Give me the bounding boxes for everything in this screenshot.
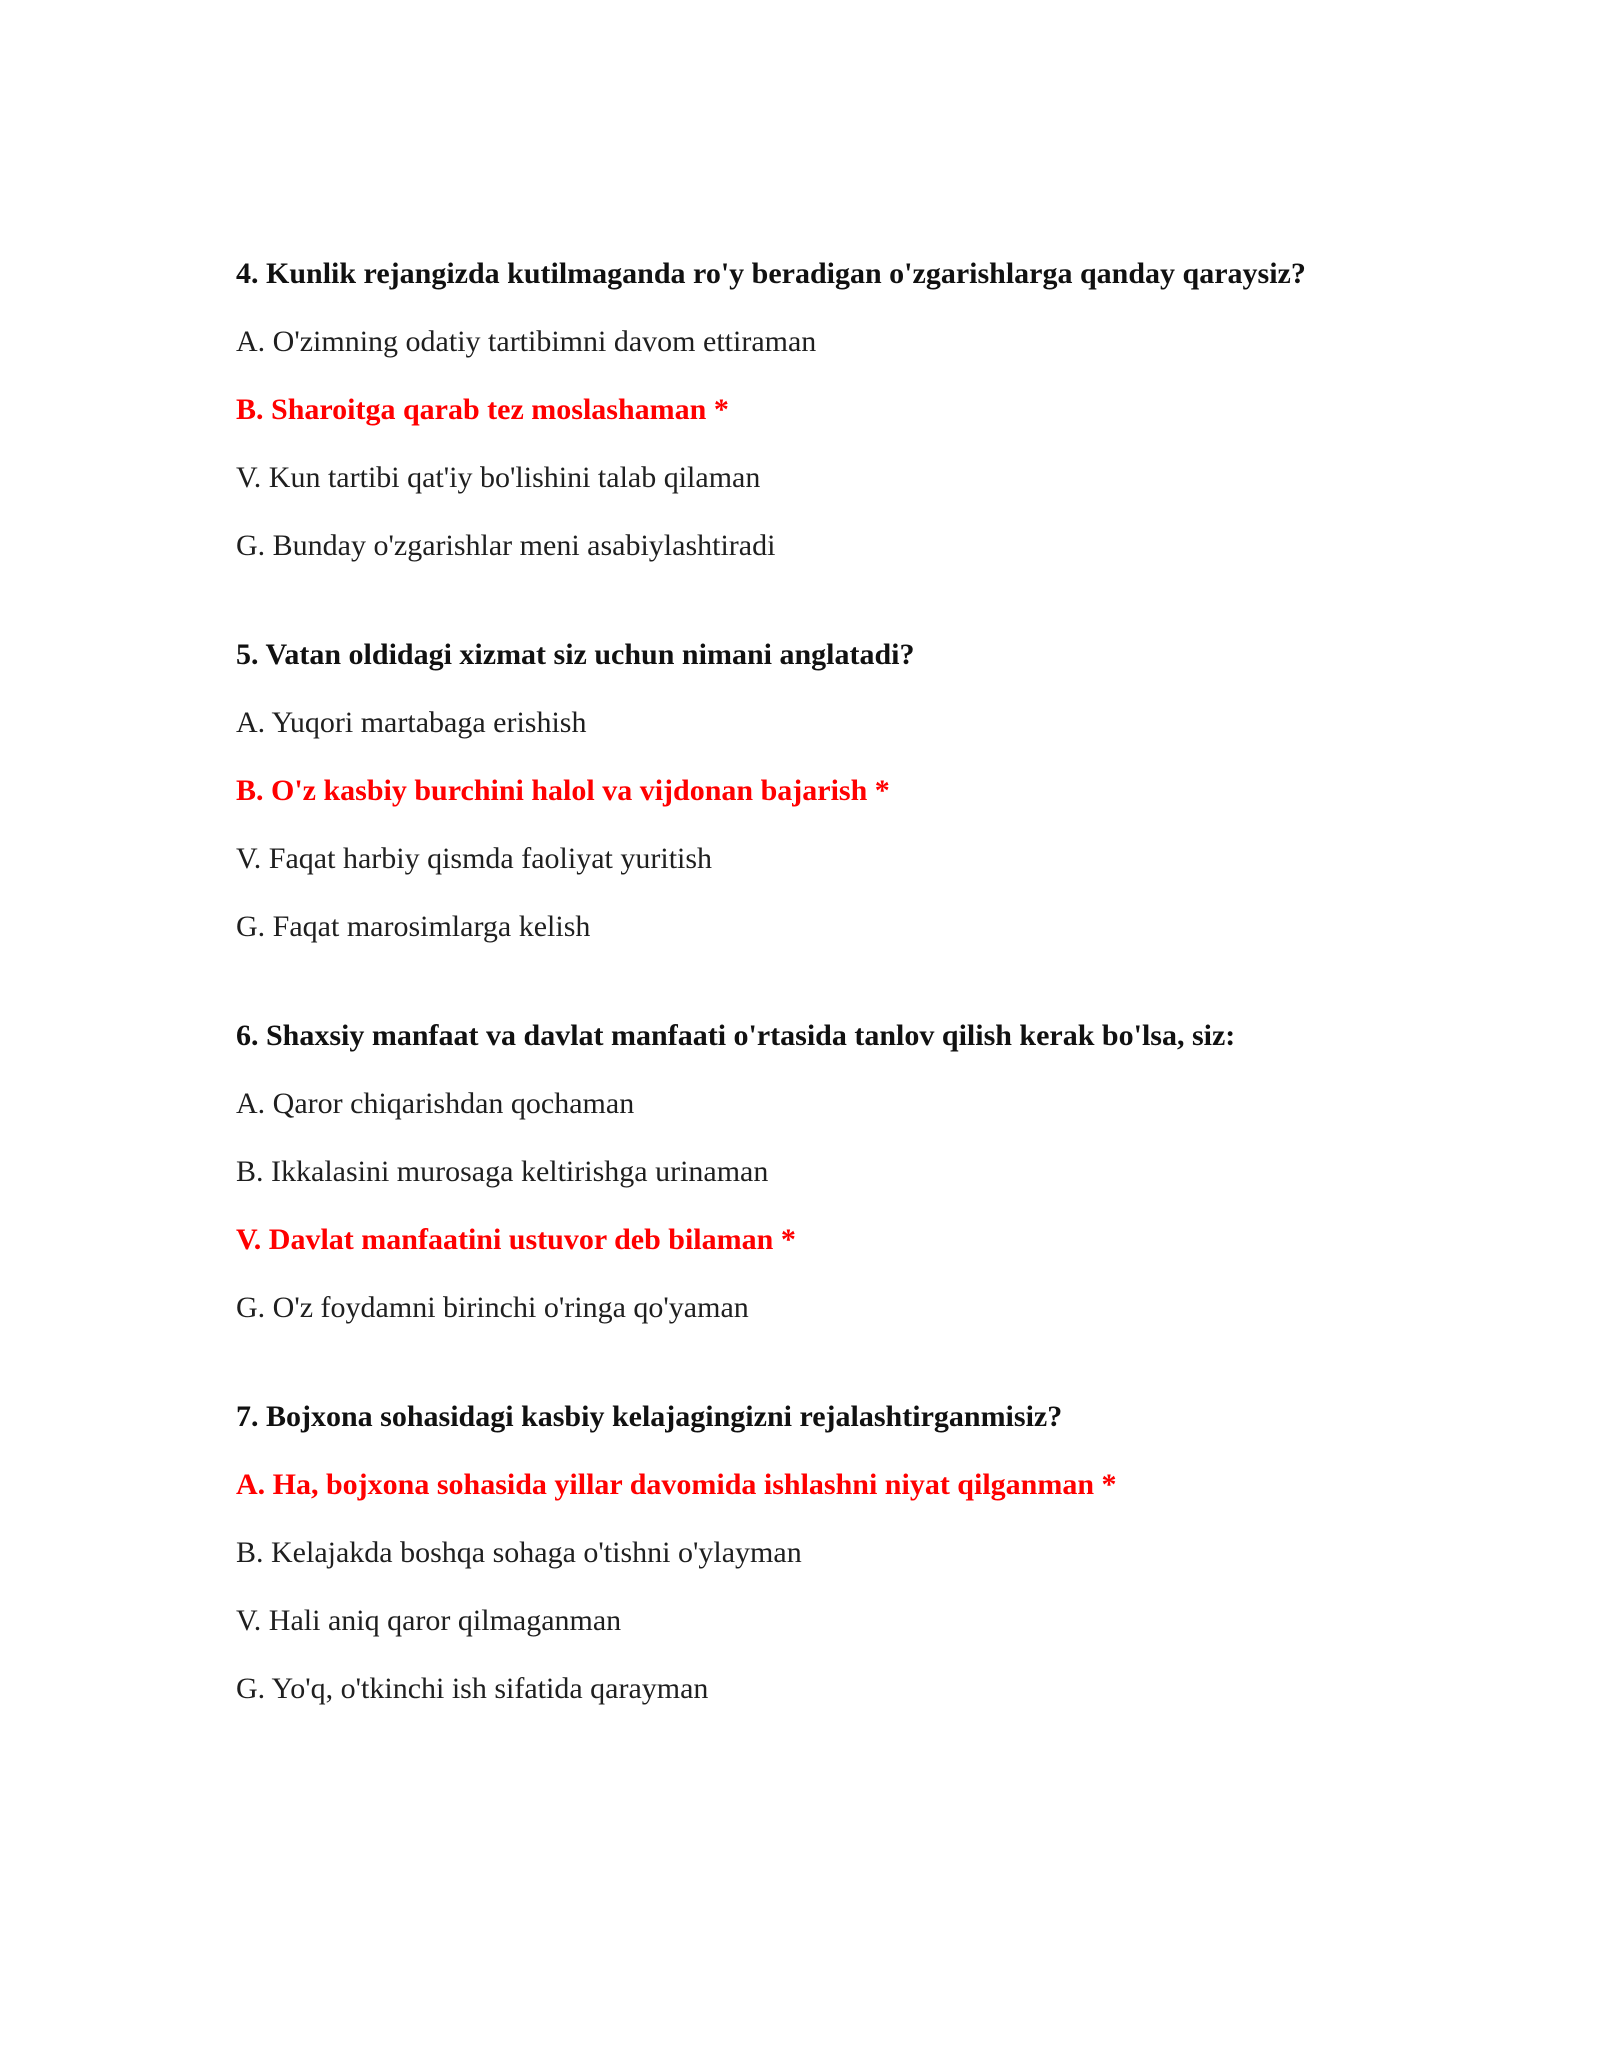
question-block-7 (236, 1396, 1436, 1710)
answer-option: A. Qaror chiqarishdan qochaman (236, 1087, 635, 1120)
question-title: 4. Kunlik rejangizda kutilmaganda ro'y beradigan o'zgarishlarga qanday qaraysiz? (236, 257, 1306, 290)
question-block-4 (236, 253, 1436, 567)
answer-option-correct: B. O'z kasbiy burchini halol va vijdonan bajarish * (236, 774, 890, 807)
answer-option-correct: V. Davlat manfaatini ustuvor deb bilaman * (236, 1223, 796, 1256)
answer-option: V. Kun tartibi qat'iy bo'lishini talab qilaman (236, 461, 761, 494)
question-block-6 (236, 1015, 1436, 1329)
question-title: 6. Shaxsiy manfaat va davlat manfaati o'rtasida tanlov qilish kerak bo'lsa, siz: (236, 1019, 1236, 1052)
answer-option: B. Ikkalasini murosaga keltirishga urinaman (236, 1155, 769, 1188)
answer-option: G. Yo'q, o'tkinchi ish sifatida qarayman (236, 1672, 709, 1705)
question-title: 7. Bojxona sohasidagi kasbiy kelajagingizni rejalashtirganmisiz? (236, 1400, 1063, 1433)
document-page (236, 253, 1436, 1736)
answer-option: G. Bunday o'zgarishlar meni asabiylashtiradi (236, 529, 776, 562)
answer-option: B. Kelajakda boshqa sohaga o'tishni o'ylayman (236, 1536, 802, 1569)
question-title: 5. Vatan oldidagi xizmat siz uchun nimani anglatadi? (236, 638, 915, 671)
answer-option: V. Hali aniq qaror qilmaganman (236, 1604, 622, 1637)
answer-option-correct: A. Ha, bojxona sohasida yillar davomida ishlashni niyat qilganman * (236, 1468, 1117, 1501)
answer-option: A. Yuqori martabaga erishish (236, 706, 587, 739)
answer-option: V. Faqat harbiy qismda faoliyat yuritish (236, 842, 713, 875)
answer-option: G. Faqat marosimlarga kelish (236, 910, 591, 943)
answer-option: G. O'z foydamni birinchi o'ringa qo'yaman (236, 1291, 749, 1324)
answer-option-correct: B. Sharoitga qarab tez moslashaman * (236, 393, 729, 426)
question-block-5 (236, 634, 1436, 948)
answer-option: A. O'zimning odatiy tartibimni davom ettiraman (236, 325, 817, 358)
